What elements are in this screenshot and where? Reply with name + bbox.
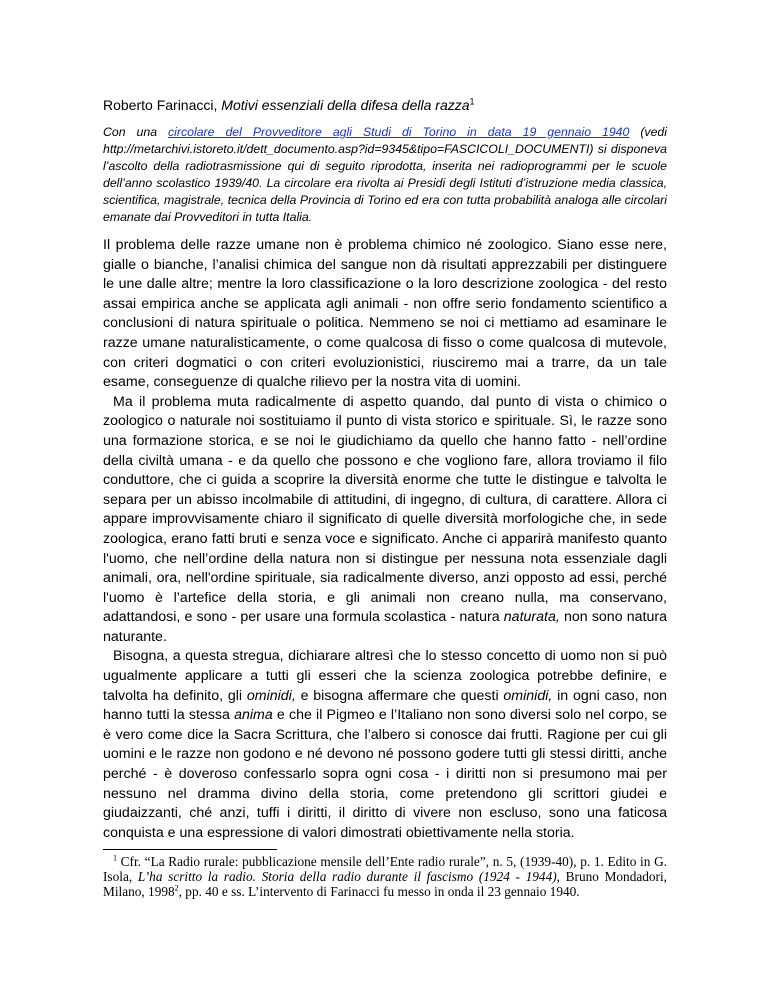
title-work: Motivi essenziali della difesa della razza — [221, 97, 470, 113]
footnote — [103, 854, 667, 899]
paragraph-3-italic-1: ominidi, — [246, 687, 296, 704]
paragraph-2-text: Ma il problema muta radicalmente di aspetto quando, dal punto di vista o chimico o zoologico o naturale noi sostituiamo il punto di vista storico e spirituale. Sì, le razze sono una formazione storica, e se noi le giudichiamo da quello che hanno fatto - nell’ordine della civiltà umana - e da quello che possono e che vogliono fare, allora troviamo il filo conduttore, che ci guida a scoprire la diversità enorme che tutte le distingue e talvolta le separa per un abisso incolmabile di attitudini, di ingegno, di cultura, di carattere. Allora ci appare improvvisamente chiaro il significato di quelle diversità morfologiche che, in sede zoologica, erano fatti bruti e senza voce e significato. Anche ci apparirà manifesto quanto l'uomo, che nell’ordine della natura non si distingue per nessuna nota essenziale dagli animali, ora, nell'ordine spirituale, sia radicalmente diverso, anzi opposto ad essi, perché l'uomo è l’artefice della storia, e gli animali non creano nulla, ma conservano, adattandosi, e sono - per usare una formula scolastica - natura — [103, 393, 667, 626]
footnote-text: Cfr. “La Radio rurale: pubblicazione mensile dell’Ente radio rurale”, n. 5, (1939-40), p. 1. Edito in G. Isola, — [103, 854, 667, 885]
paragraph-3 — [103, 647, 667, 843]
footnote-separator — [103, 849, 277, 850]
paragraph-3-text: Bisogna, a questa stregua, dichiarare altresì che lo stesso concetto di uomo non si può ugualmente applicare a tutti gli esseri che la scienza zoologica potrebbe definire, e talvolta ha definito, gli — [103, 648, 667, 704]
footnote-edition: 2 — [174, 883, 179, 893]
circular-link[interactable]: circolare del Provveditore agli Studi di Torino in data 19 gennaio 1940 — [168, 125, 630, 139]
footnote-publisher: , Bruno Mondadori, Milano, 1998 — [103, 869, 667, 900]
paragraph-2-text-end: non sono natura naturante. — [103, 609, 667, 645]
footnote-number: 1 — [113, 853, 117, 863]
document-page — [103, 96, 667, 899]
paragraph-2 — [103, 393, 667, 648]
paragraph-1: Il problema delle razze umane non è problema chimico né zoologico. Siano esse nere, gialle o bianche, l’analisi chimica del sangue non dà risultati apprezzabili per distinguere le une dalle altre; mentre la loro classificazione o la loro descrizione zoologica - del resto assai empirica anche se applicata agli animali - non offre serio fondamento scientifico a conclusioni di natura spirituale o politica. Nemmeno se noi ci mettiamo ad esaminare le razze umane naturalisticamente, o come qualcosa di fisso o come qualcosa di mutevole, con criteri dogmatici o con criteri evoluzionistici, riusciremo mai a trarre, da un tale esame, conseguenze di qualche rilievo per la nostra vita di uomini. — [103, 237, 667, 391]
title-author: Roberto Farinacci, — [103, 97, 222, 113]
footnote-ref[interactable]: 1 — [469, 96, 475, 107]
archive-url: http://metarchivi.istoreto.it/dett_documento.asp?id=9345&tipo=FASCICOLI_DOCUMENTI — [103, 142, 590, 156]
intro-note — [103, 124, 667, 226]
paragraph-3-italic-3: anima — [234, 707, 273, 724]
paragraph-3-text-c: in ogni caso, non hanno tutti la stessa — [103, 687, 668, 724]
footnote-text-end: , pp. 40 e ss. L’intervento di Farinacci fu messo in onda il 23 gennaio 1940. — [178, 884, 580, 900]
paragraph-3-text-d: e che il Pigmeo e l’Italiano non sono diversi solo nel corpo, se è vero come dice la Sacra Scrittura, che l’albero si conosce dai frutti. Ragione per cui gli uomini e le razze non godono e né devono né possono godere tutti gli stessi diritti, anche perché - è doveroso confessarlo sopra ogni cosa - i diritti non si presumono mai per nessuno nel dramma divino della storia, come pretendono gli scrittori giudei e giudaizzanti, ché anzi, tuffi i diritti, il diritto di vivere non escluso, sono una faticosa conquista e una espressione di valori dimostrati obiettivamente nella storia. — [103, 707, 668, 841]
document-title — [103, 96, 667, 114]
paragraph-2-italic: naturata, — [503, 609, 560, 626]
intro-text-mid: (vedi — [629, 125, 667, 139]
intro-text-end: ) si disponeva l’ascolto della radiotrasmissione qui di seguito riprodotta, inserita nei radioprogrammi per le scuole dell’anno scolastico 1939/40. La circolare era rivolta ai Presidi degli Istituti d’istruzione media classica, scientifica, magistrale, tecnica della Provincia di Torino ed era con tutta probabilità analoga alle circolari emanate dai Provveditori in tutta Italia. — [103, 142, 667, 224]
intro-text-start: Con una — [103, 125, 169, 139]
paragraph-3-italic-2: ominidi, — [503, 687, 553, 704]
paragraph-3-text-b: e bisogna affermare che questi — [295, 687, 504, 704]
footnote-book-title: L’ha scritto la radio. Storia della radio durante il fascismo (1924 - 1944) — [137, 869, 557, 885]
